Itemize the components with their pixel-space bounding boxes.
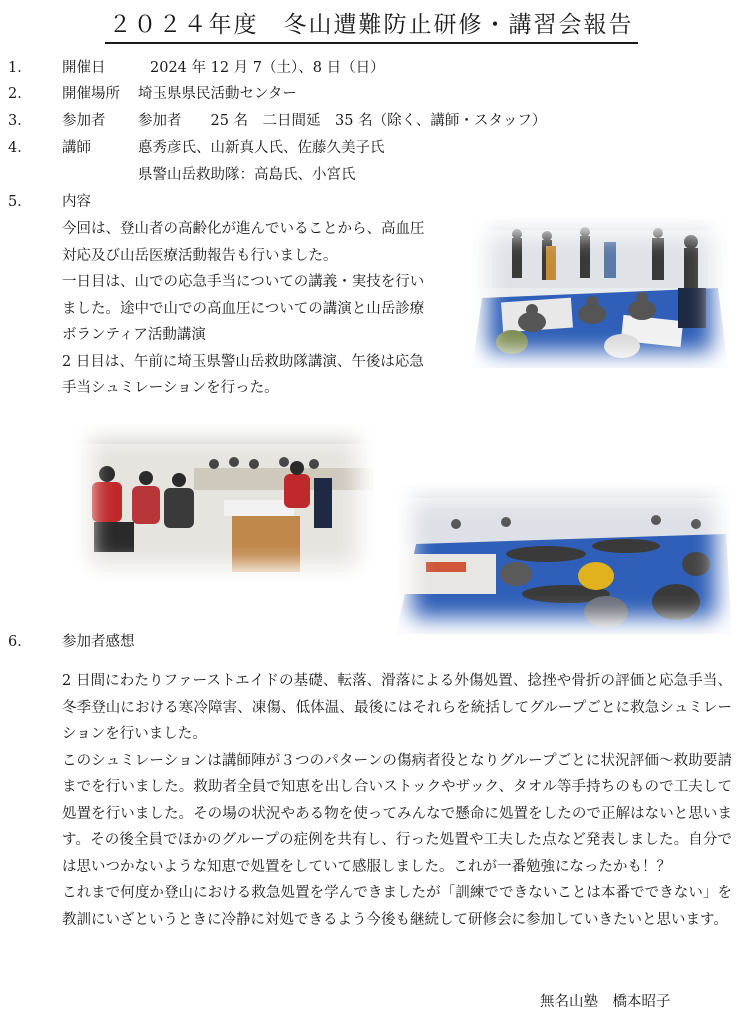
content-line: ボランティア活動講演: [62, 327, 206, 343]
content-line: 一日目は、山での応急手当についての講義・実技を行い: [62, 274, 425, 290]
content-line: 手当シュミレーションを行った。: [62, 380, 279, 396]
impression-paragraph: これまで何度か登山における救急処置を学んできましたが「訓練でできないことは本番でできない」を教訓にいざというときに冷静に対処できるよう今後も継続して研修会に参加していきたいと思います。: [62, 885, 732, 928]
item-label-venue: 開催場所: [62, 86, 120, 102]
item-value-venue: 埼玉県県民活動センター: [138, 86, 297, 102]
item-label-date: 開催日: [62, 60, 106, 76]
content-line: 対応及び山岳医療活動報告も行いました。: [62, 247, 338, 264]
page-title: [0, 8, 742, 44]
item-number: 2．: [8, 86, 32, 102]
page-title-text: ２０２４年度 冬山遭難防止研修・講習会報告: [105, 8, 638, 44]
item-number: 1．: [8, 60, 32, 76]
content-line: 今回は、登山者の高齢化が進んでいることから、高血圧: [62, 221, 425, 237]
item-number: 4．: [8, 140, 32, 156]
item-number: 6．: [8, 634, 32, 650]
item-label-impressions: 参加者感想: [62, 634, 135, 650]
photo-lecture-audience-image: [74, 424, 374, 582]
photo-lecture-audience: [74, 424, 374, 582]
item-value-lecturers: 悳秀彦氏、山新真人氏、佐藤久美子氏: [138, 140, 385, 156]
content-line: 2 日目は、午前に埼玉県警山岳救助隊講演、午後は応急: [62, 353, 424, 370]
photo-simulation-image: [396, 484, 732, 634]
item-number: 3．: [8, 113, 32, 129]
item-value-participants: 参加者 25 名 二日間延 35 名（除く、講師・スタッフ）: [138, 113, 547, 129]
impressions-text: [62, 668, 732, 933]
item-number: 5．: [8, 194, 32, 210]
content-line: ました。途中で山での高血圧についての講演と山岳診療: [62, 300, 425, 317]
author-signature: 無名山塾 橋本昭子: [540, 994, 671, 1010]
item-value-police-rescue: 県警山岳救助隊：高島氏、小宮氏: [138, 167, 356, 183]
photo-simulation: [396, 484, 732, 634]
impression-paragraph: このシュミレーションは講師陣が３つのパターンの傷病者役となりグループごとに状況評価〜救助要請までを行いました。救助者全員で知恵を出し合いストックやザック、タオル等手持ちのもので工夫して処置を行いました。その場の状況やある物を使ってみんなで懸命に処置をしたので正解はないと思います。その後全員でほかのグループの症例を共有し、行った処置や工夫した点など発表しました。自分では思いつかないような知恵で処置をしていて感服しました。これが一番勉強になったかも！？: [62, 752, 732, 875]
impression-paragraph: 2 日間にわたりファーストエイドの基礎、転落、滑落による外傷処置、捻挫や骨折の評価と応急手当、冬季登山における寒冷障害、凍傷、低体温、最後にはそれらを統括してグループごとに救急シュミレーションを行いました。: [62, 673, 732, 742]
photo-training-circle-image: [472, 218, 728, 368]
photo-training-circle: [472, 218, 728, 368]
item-label-lecturers: 講師: [62, 140, 91, 156]
item-value-date: 2024 年 12 月 7（土）、8 日（日）: [150, 60, 385, 76]
item-label-content: 内容: [62, 194, 91, 210]
content-text: [62, 216, 462, 402]
item-label-participants: 参加者: [62, 113, 106, 129]
